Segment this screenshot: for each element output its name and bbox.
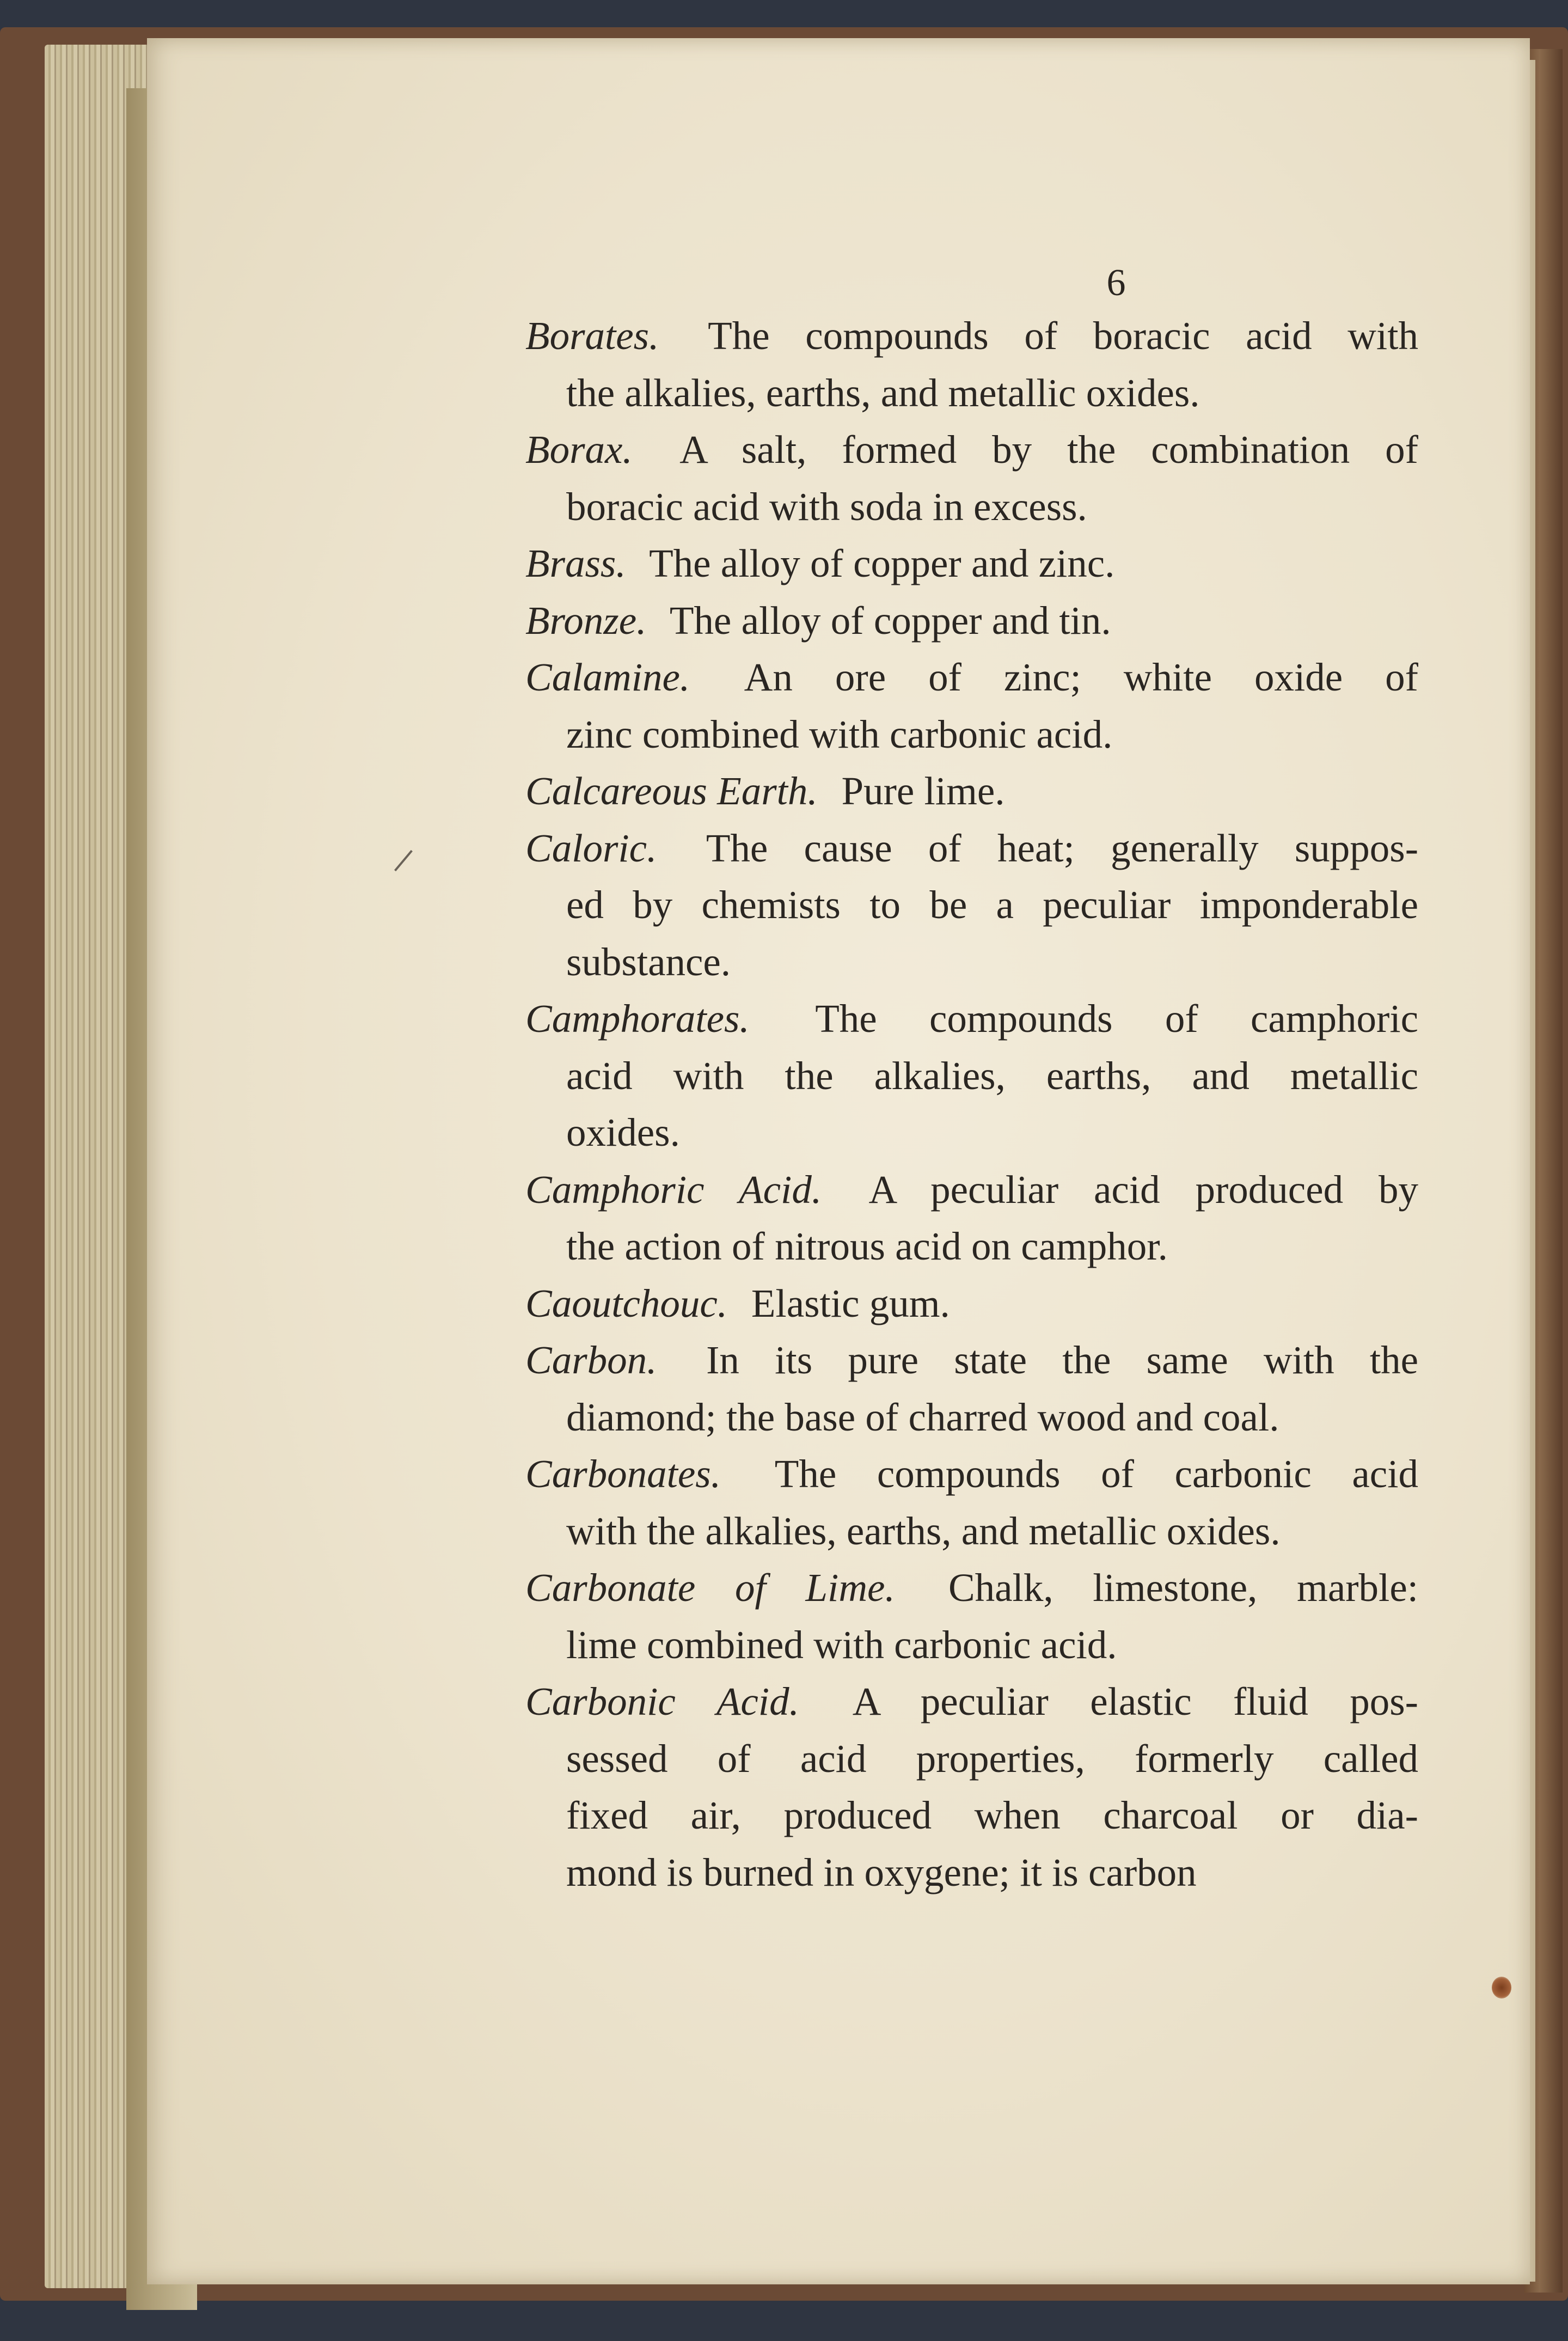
entry-definition: the action of nitrous acid on camphor. (566, 1224, 1168, 1268)
entry-continuation-line (525, 1844, 1418, 1902)
entry-definition: lime combined with carbonic acid. (566, 1622, 1117, 1667)
entry-continuation-line (525, 1787, 1418, 1844)
entry-first-line (525, 1560, 1418, 1617)
entry-definition: oxides. (566, 1110, 680, 1154)
entry-term: Camphorates. (525, 997, 750, 1041)
glossary-text (525, 308, 1418, 1901)
entry-definition: ed by chemists to be a peculiar imponderable (566, 883, 1418, 927)
entry-definition: Elastic gum. (751, 1281, 950, 1325)
entry-first-line (525, 1332, 1418, 1389)
entry-continuation-line (525, 877, 1418, 934)
entry-first-line (525, 535, 1418, 592)
page-stain (1492, 1977, 1511, 1998)
glossary-entry (525, 308, 1418, 421)
entry-definition: A peculiar acid produced by (868, 1167, 1418, 1212)
entry-term: Camphoric Acid. (525, 1167, 822, 1212)
glossary-entry (525, 649, 1418, 763)
entry-definition: with the alkalies, earths, and metallic oxides. (566, 1508, 1281, 1553)
entry-term: Carbon. (525, 1338, 657, 1382)
entry-first-line (525, 1162, 1418, 1219)
entry-continuation-line (525, 479, 1418, 536)
entry-first-line (525, 1673, 1418, 1731)
entry-continuation-line (525, 1104, 1418, 1162)
glossary-entry (525, 820, 1418, 991)
entry-first-line (525, 991, 1418, 1048)
glossary-entry (525, 991, 1418, 1162)
glossary-entry (525, 592, 1418, 650)
entry-continuation-line (525, 1731, 1418, 1788)
entry-term: Bronze. (525, 598, 647, 643)
entry-first-line (525, 421, 1418, 479)
entry-definition: substance. (566, 939, 731, 984)
glossary-entry (525, 535, 1418, 592)
glossary-entry (525, 1560, 1418, 1673)
entry-term: Caoutchouc. (525, 1281, 728, 1325)
entry-term: Calamine. (525, 655, 690, 699)
entry-definition: An ore of zinc; white oxide of (744, 655, 1418, 699)
entry-definition: The compounds of carbonic acid (774, 1452, 1418, 1496)
entry-definition: In its pure state the same with the (706, 1338, 1419, 1382)
page-edges-left (45, 45, 159, 2288)
entry-continuation-line (525, 706, 1418, 763)
entry-definition: A peculiar elastic fluid pos- (852, 1679, 1418, 1723)
entry-definition: The compounds of camphoric (815, 997, 1418, 1041)
glossary-entry (525, 1673, 1418, 1901)
entry-definition: diamond; the base of charred wood and coal. (566, 1395, 1279, 1439)
entry-continuation-line (525, 934, 1418, 991)
entry-definition: Pure lime. (841, 769, 1005, 813)
entry-term: Borates. (525, 314, 659, 358)
glossary-entry (525, 763, 1418, 820)
entry-first-line (525, 592, 1418, 650)
entry-continuation-line (525, 1218, 1418, 1275)
entry-term: Calcareous Earth. (525, 769, 818, 813)
entry-term: Borax. (525, 427, 633, 472)
entry-term: Carbonic Acid. (525, 1679, 799, 1723)
entry-first-line (525, 763, 1418, 820)
glossary-entry (525, 1446, 1418, 1560)
entry-first-line (525, 1446, 1418, 1503)
entry-definition: The compounds of boracic acid with (708, 314, 1418, 358)
entry-definition: boracic acid with soda in excess. (566, 484, 1087, 529)
page-number: 6 (1106, 262, 1126, 304)
entry-definition: fixed air, produced when charcoal or dia- (566, 1793, 1418, 1837)
glossary-entry (525, 1162, 1418, 1275)
entry-definition: zinc combined with carbonic acid. (566, 712, 1113, 756)
entry-definition: mond is burned in oxygene; it is carbon (566, 1850, 1197, 1894)
entry-definition: The alloy of copper and tin. (669, 598, 1111, 643)
entry-continuation-line (525, 1048, 1418, 1105)
entry-continuation-line (525, 1503, 1418, 1560)
entry-continuation-line (525, 1389, 1418, 1446)
entry-definition: A salt, formed by the combination of (679, 427, 1418, 472)
margin-mark: | (391, 845, 418, 874)
entry-definition: The alloy of copper and zinc. (649, 541, 1115, 585)
entry-definition: sessed of acid properties, formerly called (566, 1736, 1418, 1781)
entry-first-line (525, 649, 1418, 706)
entry-term: Caloric. (525, 826, 657, 870)
entry-term: Brass. (525, 541, 626, 585)
entry-first-line (525, 308, 1418, 365)
glossary-entry (525, 1332, 1418, 1446)
entry-continuation-line (525, 365, 1418, 422)
entry-definition: Chalk, limestone, marble: (948, 1566, 1419, 1610)
glossary-entry (525, 1275, 1418, 1333)
entry-first-line (525, 1275, 1418, 1333)
entry-definition: the alkalies, earths, and metallic oxides. (566, 370, 1200, 415)
glossary-entry (525, 421, 1418, 535)
entry-definition: The cause of heat; generally suppos- (706, 826, 1419, 870)
entry-continuation-line (525, 1617, 1418, 1674)
entry-definition: acid with the alkalies, earths, and metallic (566, 1053, 1418, 1098)
entry-term: Carbonate of Lime. (525, 1566, 895, 1610)
entry-first-line (525, 820, 1418, 877)
entry-term: Carbonates. (525, 1452, 721, 1496)
